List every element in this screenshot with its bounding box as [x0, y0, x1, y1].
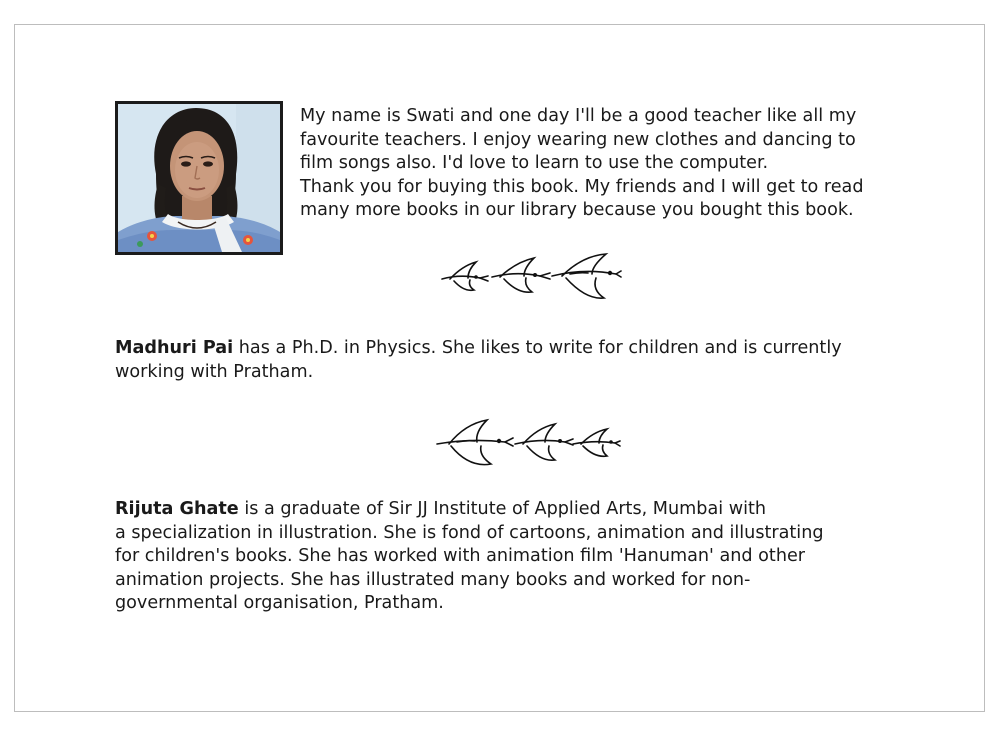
swati-line: My name is Swati and one day I'll be a good teacher like all my	[300, 106, 857, 126]
rijuta-bio-line: a specialization in illustration. She is fond of cartoons, animation and illustrating	[115, 522, 824, 543]
bird-ornament-divider	[435, 418, 621, 472]
swati-line: favourite teachers. I enjoy wearing new clothes and dancing to	[300, 129, 856, 150]
rijuta-bio	[115, 498, 824, 616]
rijuta-bio-line: is a graduate of Sir JJ Institute of Applied Arts, Mumbai with	[238, 499, 767, 519]
bird-ornament-divider	[440, 252, 622, 306]
rijuta-bio-line: for children's books. She has worked with animation film 'Hanuman' and other	[115, 546, 806, 566]
rijuta-bio-line: animation projects. She has illustrated many books and worked for non-	[115, 569, 751, 590]
illustrator-name: Rijuta Ghate	[115, 499, 239, 519]
swati-line: many more books in our library because you bought this book.	[300, 200, 854, 220]
portrait-photo	[115, 101, 283, 255]
rijuta-bio-line: governmental organisation, Pratham.	[115, 593, 444, 613]
madhuri-bio-line: working with Pratham.	[115, 361, 314, 382]
madhuri-bio	[115, 337, 842, 384]
swati-line: film songs also. I'd love to learn to use the computer.	[300, 153, 769, 173]
author-name: Madhuri Pai	[115, 338, 234, 358]
swati-line: Thank you for buying this book. My friends and I will get to read	[300, 176, 864, 197]
swati-message	[300, 105, 864, 223]
madhuri-bio-line: has a Ph.D. in Physics. She likes to write for children and is currently	[233, 338, 842, 358]
